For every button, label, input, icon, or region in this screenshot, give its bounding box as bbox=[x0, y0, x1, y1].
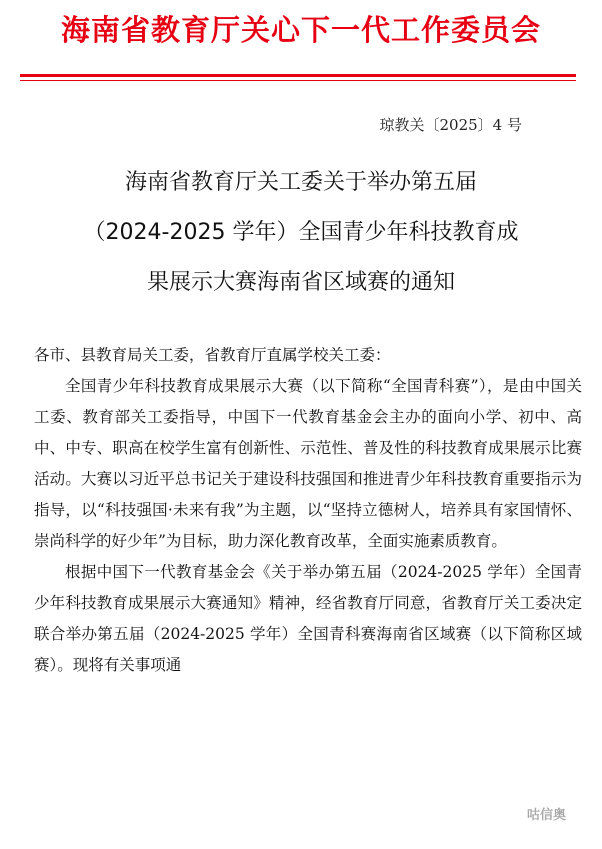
salutation: 各市、县教育局关工委，省教育厅直属学校关工委： bbox=[34, 346, 391, 364]
document-body bbox=[34, 340, 582, 681]
body-paragraph: 全国青少年科技教育成果展示大赛（以下简称“全国青科赛”），是由中国关工委、教育部关工委指导，中国下一代教育基金会主办的面向小学、初中、高中、中专、职高在校学生富有创新性、示范性、普及性的科技教育成果展示比赛活动。大赛以习近平总书记关于建设科技强国和推进青少年科技教育重要指示为指导，以“科技强国·未来有我”为主题，以“坚持立德树人，培养具有家国情怀、崇尚科学的好少年”为目标，助力深化教育改革，全面实施素质教育。 bbox=[34, 377, 582, 550]
watermark-logo: 咕信奥 bbox=[526, 808, 566, 823]
title-line: 海南省教育厅关工委关于举办第五届 bbox=[124, 170, 477, 195]
document-number: 琼教关〔2025〕4 号 bbox=[379, 116, 522, 134]
document-title bbox=[40, 158, 562, 308]
header-divider-thick bbox=[20, 74, 576, 77]
title-line: （2024-2025 学年）全国青少年科技教育成 bbox=[83, 220, 519, 245]
organization-header: 海南省教育厅关心下一代工作委员会 bbox=[60, 13, 541, 47]
title-line: 果展示大赛海南省区域赛的通知 bbox=[146, 270, 455, 295]
body-paragraph: 根据中国下一代教育基金会《关于举办第五届（2024-2025 学年）全国青少年科技教育成果展示大赛通知》精神，经省教育厅同意，省教育厅关工委决定联合举办第五届（2024-2025 学年）全国青科赛海南省区域赛（以下简称区域赛）。现将有关事项通 bbox=[34, 563, 582, 674]
header-divider-thin bbox=[20, 80, 576, 81]
